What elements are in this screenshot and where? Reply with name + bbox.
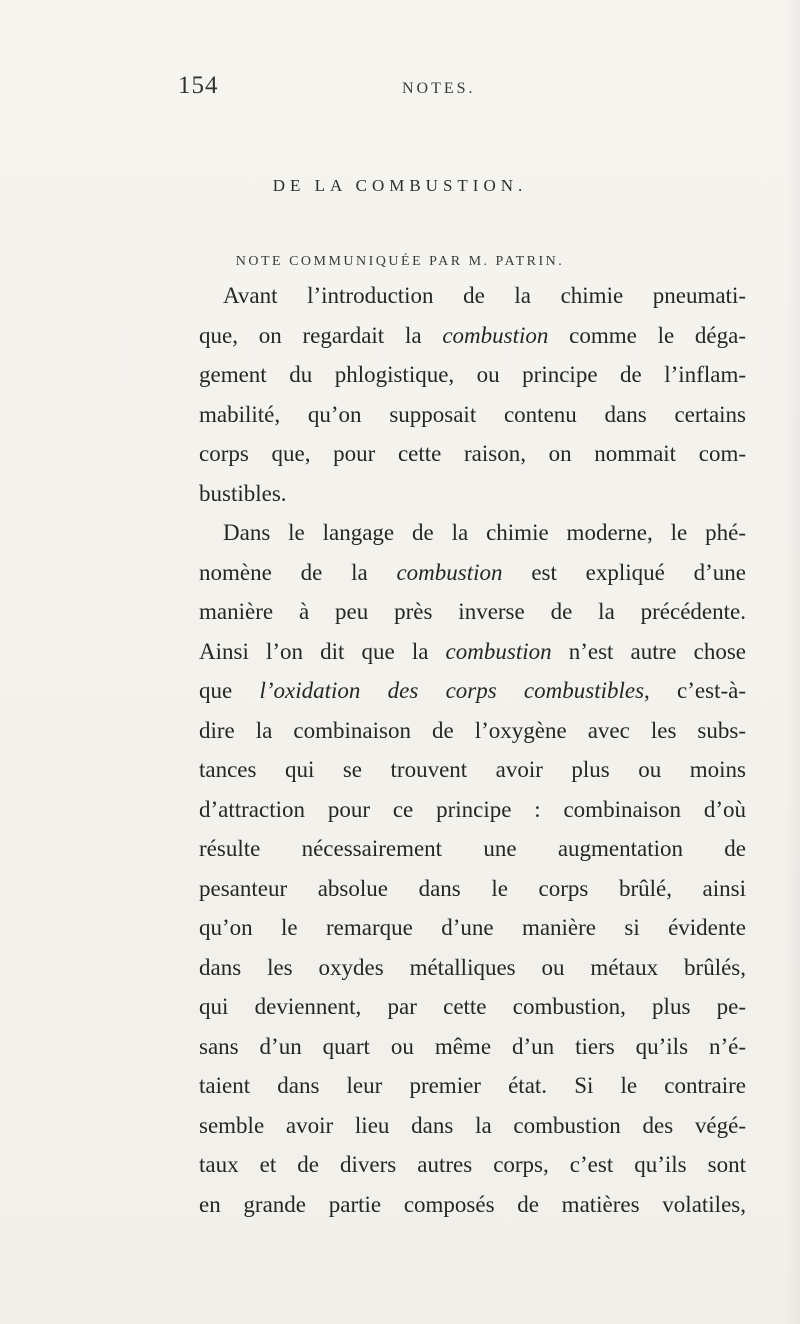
text-line xyxy=(199,948,746,988)
text-segment: en grande partie composés de matières volatiles, xyxy=(199,1191,746,1217)
text-segment: gement du phlogistique, ou principe de l’inflam- xyxy=(199,362,746,387)
text-line xyxy=(199,1066,746,1106)
text-segment: que, on regardait la xyxy=(199,322,443,348)
running-head xyxy=(178,72,738,108)
section-title: DE LA COMBUSTION. xyxy=(272,176,528,195)
text-segment: corps que, pour cette raison, on nommait com- xyxy=(199,441,746,466)
text-line xyxy=(199,750,746,790)
text-segment: qui deviennent, par cette combustion, plus pe- xyxy=(199,994,746,1019)
text-segment: que xyxy=(199,678,260,703)
text-segment: pesanteur absolue dans le corps brûlé, ainsi xyxy=(199,875,746,901)
text-line xyxy=(199,632,746,672)
text-line xyxy=(199,671,746,711)
text-line xyxy=(199,869,746,909)
text-segment: mabilité, qu’on supposait contenu dans certains xyxy=(199,401,746,427)
text-line xyxy=(199,316,746,356)
text-segment: qu’on le remarque d’une manière si évidente xyxy=(199,915,746,940)
text-segment: , c’est-à- xyxy=(644,678,746,703)
text-segment: nomène de la xyxy=(199,559,397,585)
text-segment: dans les oxydes métalliques ou métaux brûlés, xyxy=(199,954,746,980)
text-line xyxy=(199,474,746,514)
text-line xyxy=(199,790,746,830)
text-line xyxy=(199,908,746,948)
running-title: NOTES. xyxy=(402,80,476,97)
text-segment: sans d’un quart ou même d’un tiers qu’ils n’é- xyxy=(199,1033,746,1059)
text-line xyxy=(199,1145,746,1185)
text-line xyxy=(199,513,746,553)
text-line xyxy=(199,395,746,435)
text-line xyxy=(199,553,746,593)
text-segment: Avant l’introduction de la chimie pneumati- xyxy=(223,283,746,308)
italic-term: combustion xyxy=(396,559,503,585)
text-segment: est expliqué d’une xyxy=(502,559,746,585)
text-segment: d’attraction pour ce principe : combinaison d’où xyxy=(199,796,746,822)
text-line xyxy=(199,711,746,751)
text-segment: taient dans leur premier état. Si le contraire xyxy=(199,1073,746,1098)
text-line xyxy=(199,592,746,632)
body-text xyxy=(199,276,746,1224)
text-line xyxy=(199,434,746,474)
text-segment: manière à peu près inverse de la précédente. xyxy=(199,599,746,624)
text-line xyxy=(199,1106,746,1146)
text-segment: Dans le langage de la chimie moderne, le phé- xyxy=(223,520,746,545)
text-line xyxy=(199,987,746,1027)
italic-term: combustion xyxy=(442,322,549,348)
page-edge-shadow xyxy=(786,0,800,1324)
text-segment: semble avoir lieu dans la combustion des végé- xyxy=(199,1112,746,1138)
text-segment: n’est autre chose xyxy=(551,638,746,664)
text-line xyxy=(199,1027,746,1067)
text-line xyxy=(199,1185,746,1225)
note-attribution: NOTE COMMUNIQUÉE PAR M. PATRIN. xyxy=(235,254,565,269)
text-segment: dire la combinaison de l’oxygène avec les subs- xyxy=(199,717,746,743)
text-segment: bustibles. xyxy=(199,480,287,506)
text-line xyxy=(199,355,746,395)
italic-term: l’oxidation des corps combustibles xyxy=(259,678,645,703)
italic-term: combustion xyxy=(445,638,552,664)
text-line xyxy=(199,829,746,869)
text-segment: comme le déga- xyxy=(548,322,747,348)
text-segment: taux et de divers autres corps, c’est qu’ils sont xyxy=(199,1152,746,1177)
text-line xyxy=(199,276,746,316)
text-segment: Ainsi l’on dit que la xyxy=(199,638,446,664)
text-segment: résulte nécessairement une augmentation de xyxy=(199,836,746,861)
page-number: 154 xyxy=(178,72,219,99)
text-segment: tances qui se trouvent avoir plus ou moins xyxy=(199,757,746,782)
